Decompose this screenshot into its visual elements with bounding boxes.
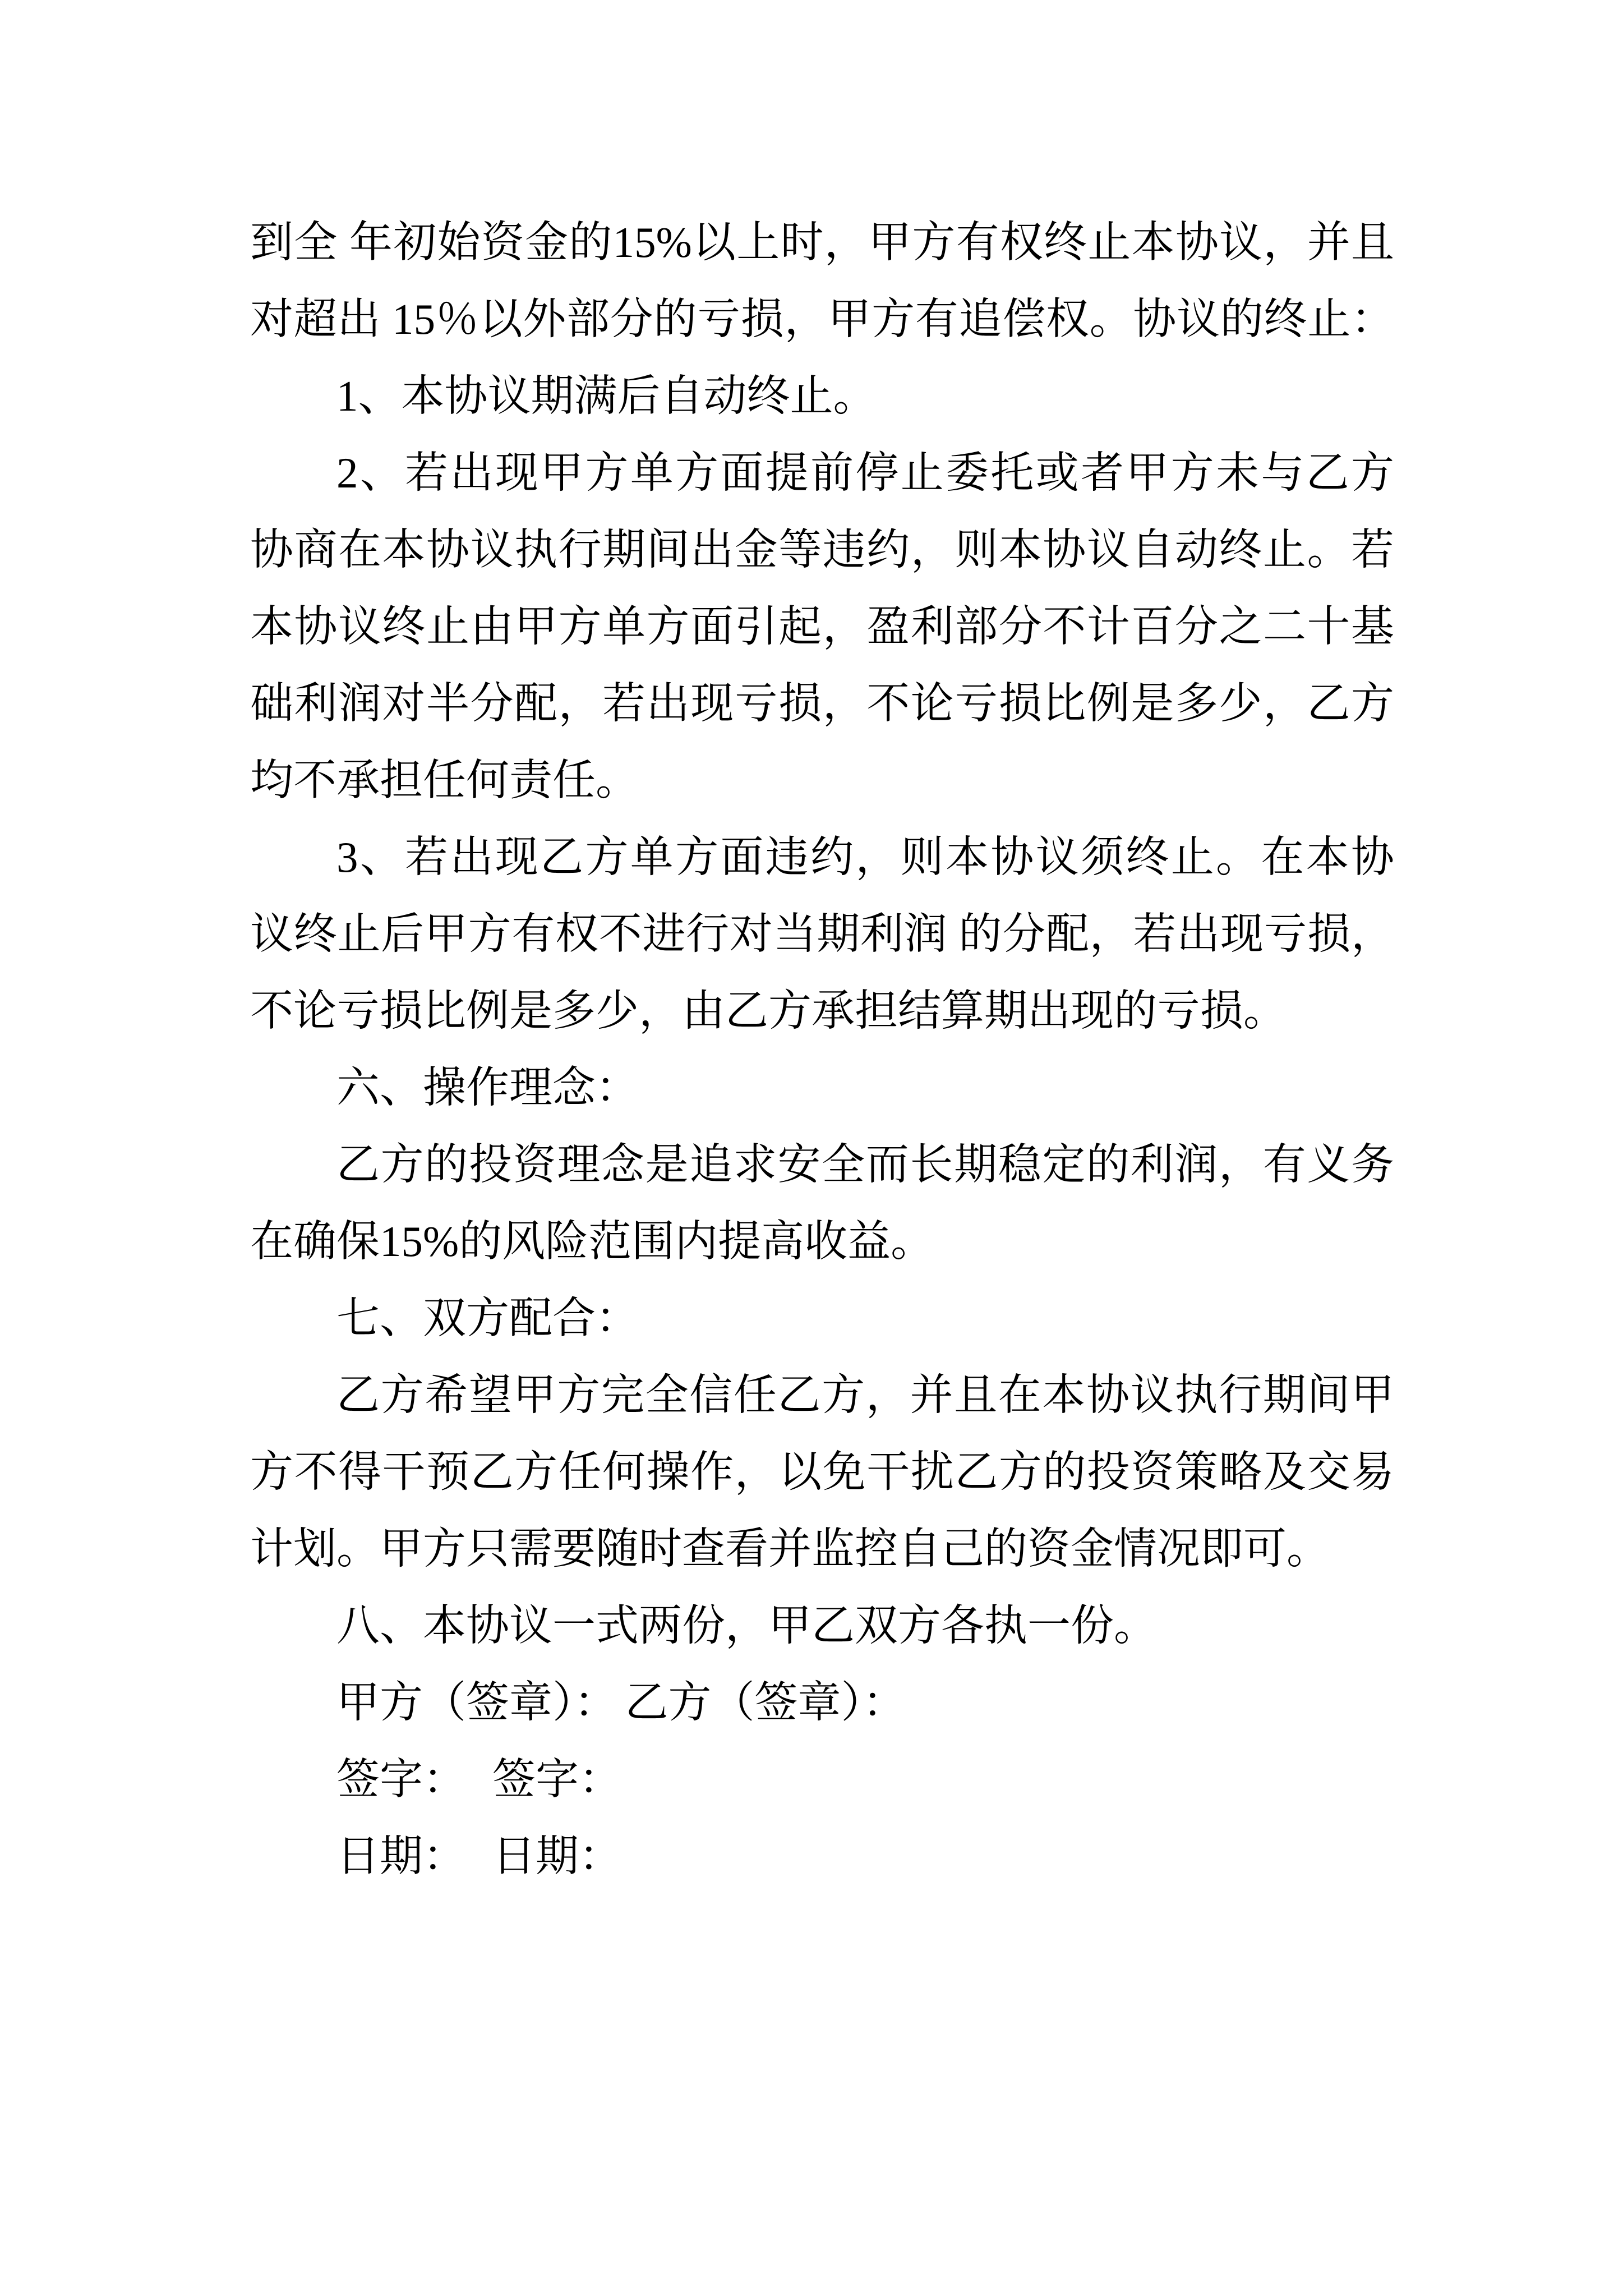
seal-row <box>250 1664 1394 1741</box>
termination-item-3 <box>250 819 1394 1050</box>
text-line: 2、若出现甲方单方面提前停止委托或者甲方未与乙方 <box>336 449 1394 497</box>
date-row <box>250 1818 1394 1895</box>
text-line: 方不得干预乙方任何操作，以免干扰乙方的投资策略及交易 <box>250 1448 1394 1496</box>
text-line: 础利润对半分配，若出现亏损，不论亏损比例是多少，乙方 <box>250 679 1394 728</box>
text-line: 到全 年初始资金的15%以上时，甲方有权终止本协议，并且 <box>250 218 1394 266</box>
document-page <box>250 204 1394 1895</box>
section-heading-cooperation <box>250 1280 1394 1357</box>
text-line: 计划。甲方只需要随时查看并监控自己的资金情况即可。 <box>250 1525 1330 1573</box>
party-a-date-label: 日期： <box>336 1832 466 1880</box>
text-line: 乙方的投资理念是追求安全而长期稳定的利润，有义务 <box>336 1140 1394 1189</box>
section-heading: 六、操作理念： <box>336 1064 639 1112</box>
operating-philosophy-text <box>250 1126 1394 1280</box>
section-heading-operating-philosophy <box>250 1050 1394 1126</box>
text-line: 均不承担任何责任。 <box>250 756 639 804</box>
section-heading: 七、双方配合： <box>336 1294 639 1342</box>
text-line: 3、若出现乙方单方面违约，则本协议须终止。在本协 <box>336 833 1394 881</box>
text-line: 在确保15%的风险范围内提高收益。 <box>250 1217 934 1266</box>
party-a-sign-label: 签字： <box>336 1755 466 1803</box>
text-line: 对超出 15％以外部分的亏损，甲方有追偿权。协议的终止： <box>250 295 1394 343</box>
text-line: 议终止后甲方有权不进行对当期利润 的分配，若出现亏损， <box>250 910 1394 958</box>
termination-clause-intro <box>250 204 1394 358</box>
party-a-seal-label: 甲方（签章）： <box>336 1678 617 1727</box>
party-b-seal-label: 乙方（签章）： <box>625 1678 906 1727</box>
cooperation-text <box>250 1357 1394 1588</box>
signature-row <box>250 1741 1394 1818</box>
signature-block <box>250 1664 1394 1895</box>
termination-item-1 <box>250 358 1394 435</box>
text-line: 本协议终止由甲方单方面引起，盈利部分不计百分之二十基 <box>250 602 1394 651</box>
text-line: 八、本协议一式两份，甲乙双方各执一份。 <box>336 1602 1157 1650</box>
text-line: 乙方希望甲方完全信任乙方，并且在本协议执行期间甲 <box>336 1371 1394 1419</box>
text-line: 1、本协议期满后自动终止。 <box>336 372 877 420</box>
text-line: 不论亏损比例是多少，由乙方承担结算期出现的亏损。 <box>250 987 1287 1035</box>
copies-clause <box>250 1588 1394 1664</box>
text-line: 协商在本协议执行期间出金等违约，则本协议自动终止。若 <box>250 526 1394 574</box>
party-b-sign-label: 签字： <box>492 1755 622 1803</box>
party-b-date-label: 日期： <box>492 1832 622 1880</box>
termination-item-2 <box>250 435 1394 819</box>
